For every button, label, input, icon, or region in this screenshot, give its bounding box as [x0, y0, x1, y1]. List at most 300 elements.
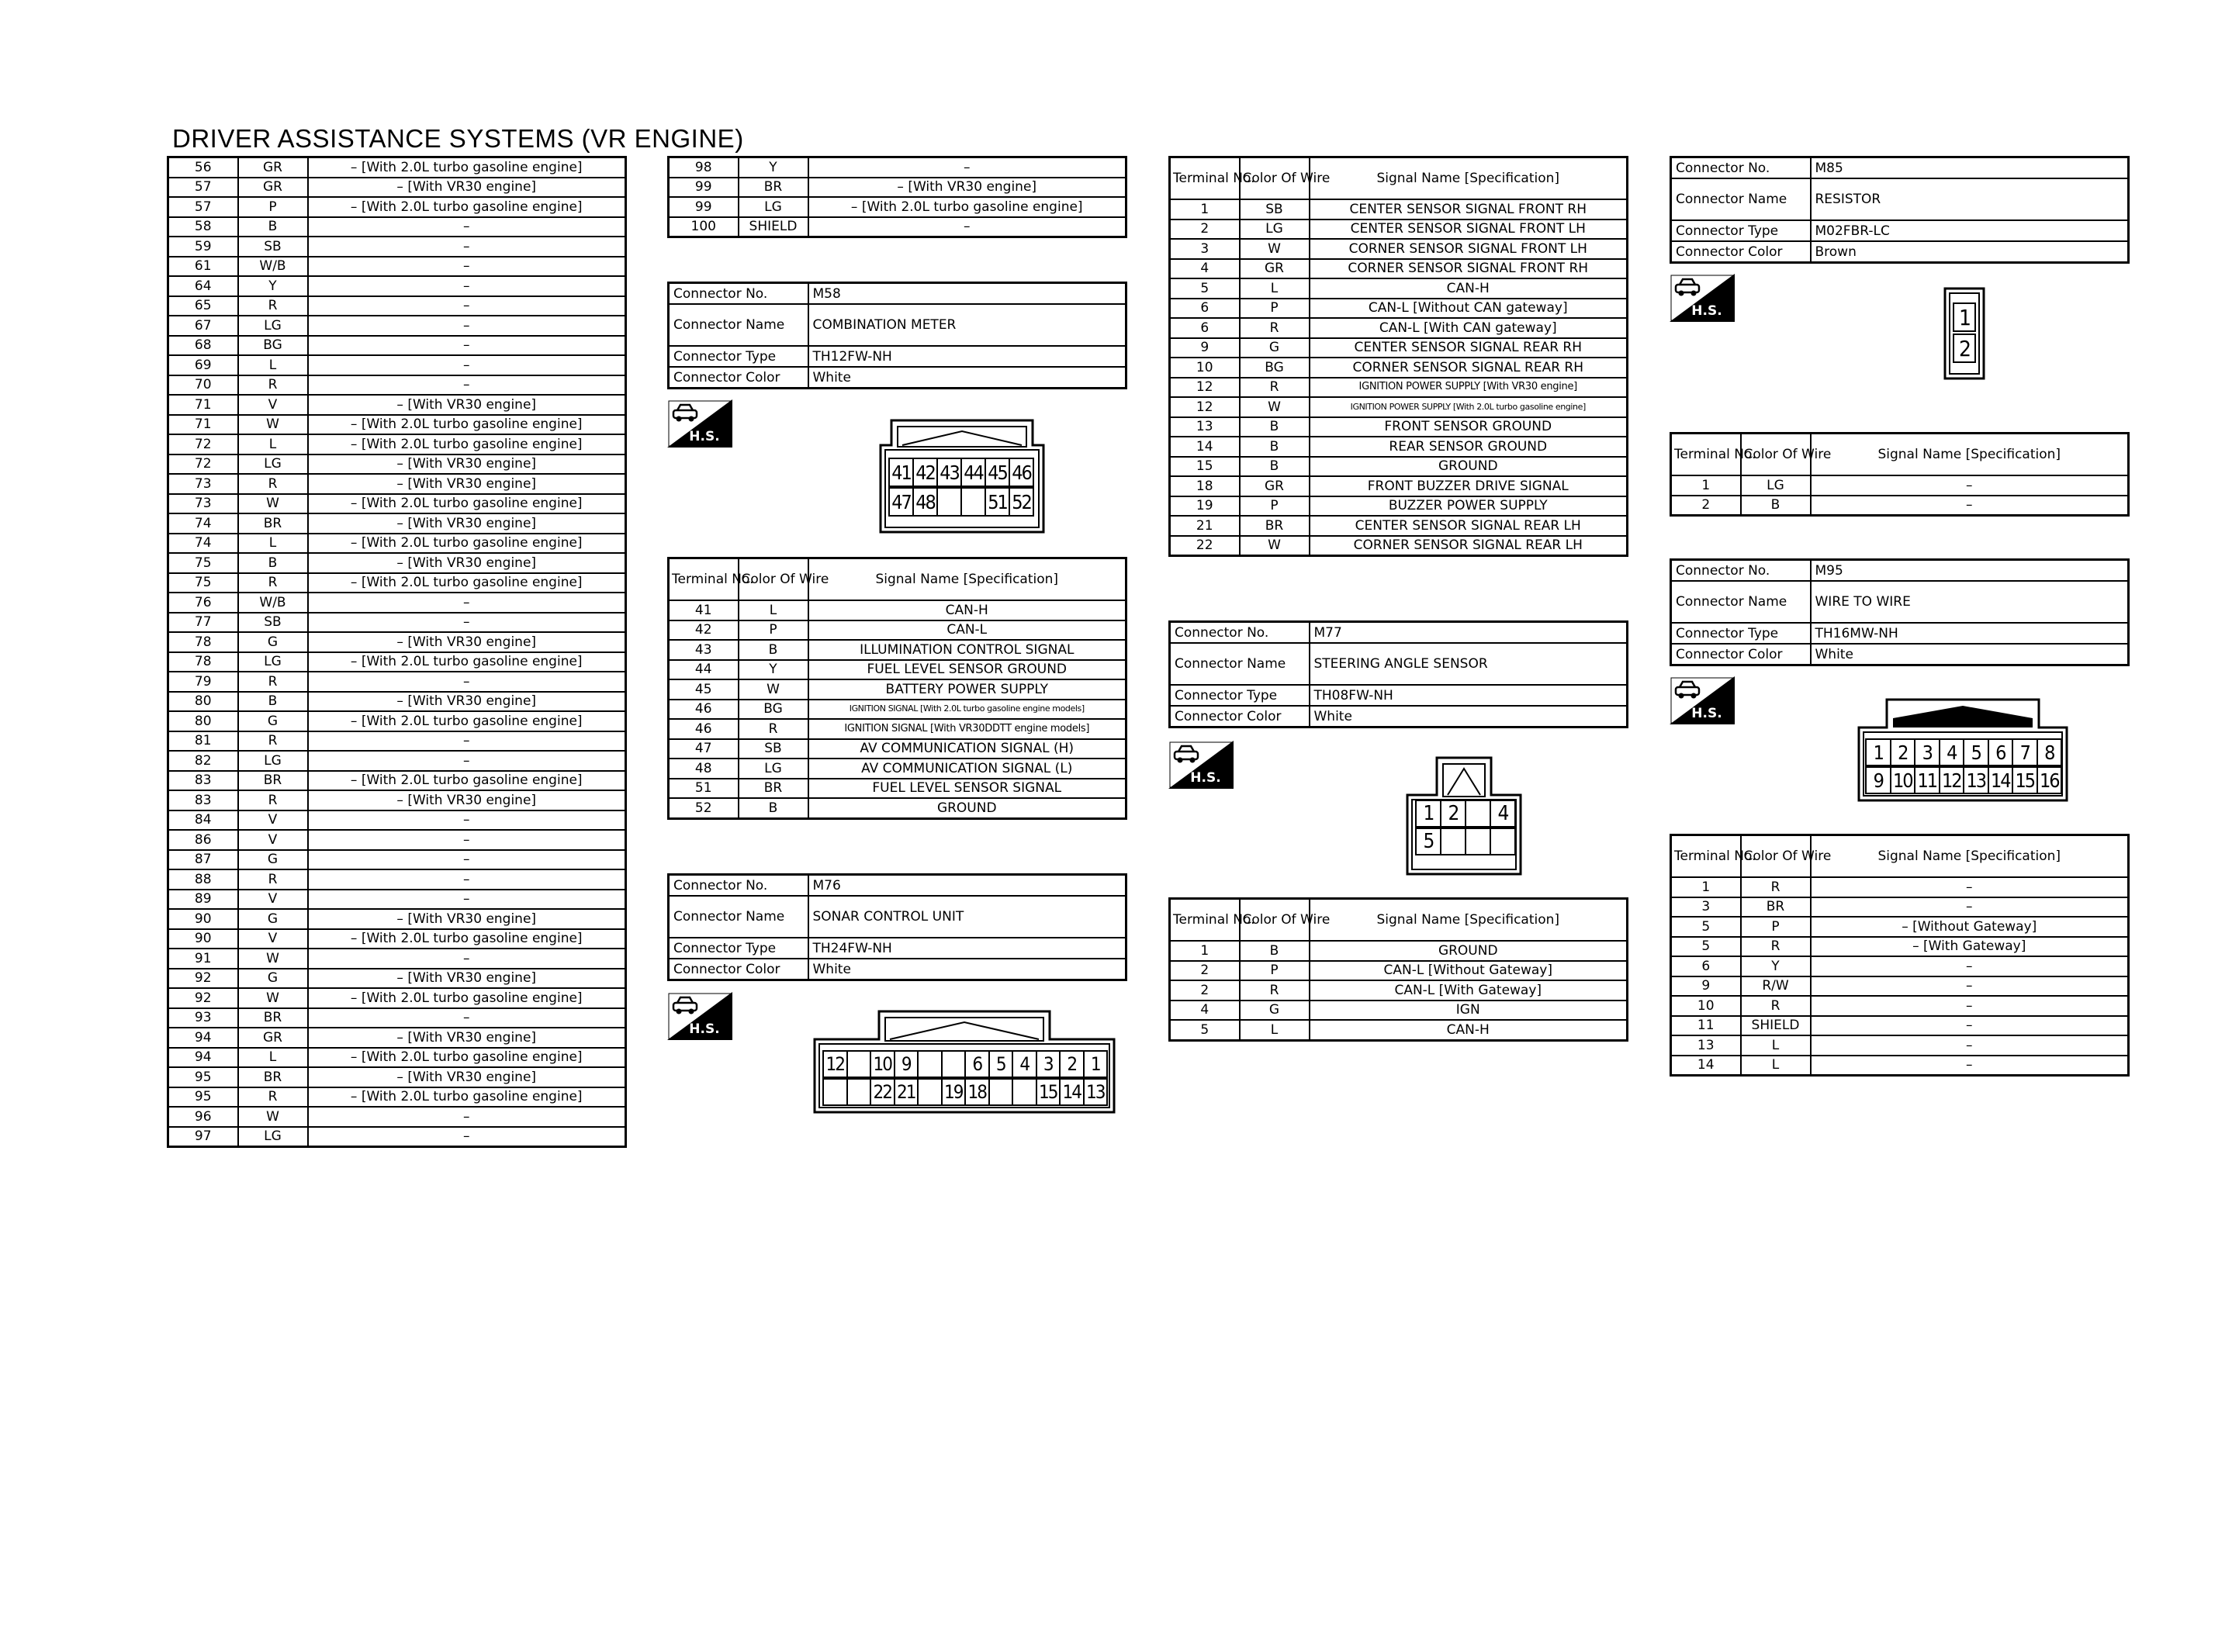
- header-color-of-wire: Color Of Wire: [1240, 899, 1310, 942]
- signal-name-cell: –: [308, 217, 626, 237]
- table-row: [168, 652, 626, 672]
- table-row: [1671, 1016, 2129, 1036]
- connector-pin: 12: [1939, 766, 1965, 794]
- connector-pin: [1465, 800, 1491, 828]
- connector-color-value: White: [1811, 644, 2129, 665]
- hs-badge-label: H.S.: [689, 429, 720, 444]
- wire-color-cell: B: [1240, 437, 1310, 457]
- signal-name-cell: CORNER SENSOR SIGNAL FRONT RH: [1310, 259, 1628, 279]
- wire-color-cell: L: [739, 600, 808, 620]
- hs-harness-side-icon: [1670, 676, 1735, 724]
- hs-harness-side-icon: [667, 399, 732, 448]
- wire-color-cell: R: [238, 474, 308, 494]
- wire-color-cell: BG: [1240, 358, 1310, 378]
- label-connector-no: Connector No.: [1671, 157, 1811, 179]
- header-terminal-no: Terminal No.: [1671, 434, 1741, 476]
- signal-name-cell: – [With 2.0L turbo gasoline engine]: [308, 1087, 626, 1108]
- connector-pin: 1: [1865, 738, 1891, 766]
- table-row: [1671, 877, 2129, 897]
- connector-color-value: Brown: [1811, 241, 2129, 263]
- signal-name-cell: –: [308, 731, 626, 752]
- table-row: [168, 830, 626, 850]
- wire-color-cell: G: [238, 909, 308, 929]
- terminal-no-cell: 6: [1170, 299, 1240, 319]
- table-row: [669, 798, 1126, 818]
- table-row: [1170, 318, 1628, 338]
- hs-badge-label: H.S.: [1190, 770, 1221, 786]
- connector-color-value: White: [808, 959, 1126, 980]
- hs-badge-label: H.S.: [1691, 706, 1722, 721]
- table-row: [168, 355, 626, 375]
- table-row: [168, 494, 626, 514]
- wire-color-cell: V: [238, 890, 308, 910]
- signal-name-cell: IGNITION POWER SUPPLY [With 2.0L turbo gasoline engine]: [1310, 397, 1628, 417]
- connector-pin: 22: [870, 1078, 895, 1106]
- terminal-no-cell: 70: [168, 375, 238, 396]
- terminal-no-cell: 94: [168, 1048, 238, 1068]
- table-row: [168, 969, 626, 989]
- connector-pin: 16: [2037, 766, 2063, 794]
- connector-pin: 14: [1059, 1078, 1085, 1106]
- terminal-no-cell: 59: [168, 237, 238, 257]
- signal-name-cell: CAN-L [With CAN gateway]: [1310, 318, 1628, 338]
- label-connector-type: Connector Type: [1671, 220, 1811, 241]
- table-row: [1170, 338, 1628, 358]
- table-row: [669, 600, 1126, 620]
- signal-name-cell: GROUND: [808, 798, 1126, 818]
- signal-name-cell: CORNER SENSOR SIGNAL FRONT LH: [1310, 239, 1628, 259]
- terminal-no-cell: 2: [1170, 219, 1240, 240]
- terminal-no-cell: 99: [669, 178, 739, 198]
- hs-harness-side-icon: [1670, 274, 1735, 322]
- table-row: [168, 276, 626, 296]
- connector-type-value: TH12FW-NH: [808, 346, 1126, 367]
- wire-color-cell: L: [238, 355, 308, 375]
- terminal-no-cell: 51: [669, 779, 739, 799]
- table-row: [669, 217, 1126, 237]
- table-row: [669, 178, 1126, 198]
- signal-name-cell: – [With VR30 engine]: [308, 474, 626, 494]
- terminal-no-cell: 43: [669, 640, 739, 660]
- wire-color-cell: B: [238, 692, 308, 712]
- connector-info-m76: [667, 873, 1127, 981]
- signal-name-cell: – [With 2.0L turbo gasoline engine]: [308, 1048, 626, 1068]
- connector-pin: 2: [1059, 1050, 1085, 1078]
- connector-pin: 12: [822, 1050, 848, 1078]
- signal-name-cell: CORNER SENSOR SIGNAL REAR RH: [1310, 358, 1628, 378]
- table-row: [669, 640, 1126, 660]
- signal-name-cell: –: [308, 949, 626, 969]
- terminal-no-cell: 79: [168, 672, 238, 692]
- terminal-no-cell: 80: [168, 711, 238, 731]
- signal-name-cell: – [With 2.0L turbo gasoline engine]: [308, 494, 626, 514]
- continued-terminal-table-2: [667, 156, 1127, 238]
- terminal-no-cell: 46: [669, 719, 739, 739]
- terminal-no-cell: 22: [1170, 536, 1240, 556]
- signal-name-cell: CAN-L [Without CAN gateway]: [1310, 299, 1628, 319]
- table-header-row: [1170, 899, 1628, 942]
- wire-color-cell: L: [238, 434, 308, 454]
- terminal-no-cell: 5: [1170, 278, 1240, 299]
- terminal-no-cell: 97: [168, 1127, 238, 1147]
- wire-color-cell: P: [238, 197, 308, 217]
- terminal-table-m95: [1670, 834, 2130, 1077]
- terminal-no-cell: 81: [168, 731, 238, 752]
- table-row: [1170, 516, 1628, 536]
- wire-color-cell: BR: [238, 513, 308, 534]
- hs-badge-graphic: [667, 992, 732, 1040]
- terminal-no-cell: 5: [1671, 917, 1741, 937]
- wire-color-cell: R: [238, 296, 308, 316]
- car-body: [673, 1003, 697, 1011]
- signal-name-cell: –: [308, 751, 626, 771]
- wire-color-cell: BR: [1741, 897, 1811, 918]
- terminal-no-cell: 93: [168, 1008, 238, 1028]
- table-row: [168, 692, 626, 712]
- terminal-no-cell: 96: [168, 1107, 238, 1127]
- wire-color-cell: P: [1741, 917, 1811, 937]
- connector-pin: [917, 1050, 943, 1078]
- table-row: [168, 197, 626, 217]
- signal-name-cell: CAN-H: [1310, 1020, 1628, 1040]
- signal-name-cell: –: [308, 276, 626, 296]
- signal-name-cell: BUZZER POWER SUPPLY: [1310, 496, 1628, 517]
- wire-color-cell: W: [238, 988, 308, 1008]
- hs-badge-graphic: [1670, 676, 1735, 724]
- signal-name-cell: –: [308, 257, 626, 277]
- car-body: [1676, 687, 1699, 695]
- signal-name-cell: – [With 2.0L turbo gasoline engine]: [308, 434, 626, 454]
- wire-color-cell: P: [739, 620, 808, 641]
- signal-name-cell: –: [308, 672, 626, 692]
- wire-color-cell: G: [1240, 338, 1310, 358]
- connector-pin: 9: [1865, 766, 1891, 794]
- table-row: [168, 1127, 626, 1147]
- terminal-no-cell: 41: [669, 600, 739, 620]
- table-row: [168, 1028, 626, 1048]
- label-connector-no: Connector No.: [1170, 622, 1310, 644]
- connector-info-m95: [1670, 558, 2130, 666]
- terminal-no-cell: 6: [1671, 956, 1741, 976]
- wire-color-cell: LG: [238, 316, 308, 336]
- connector-name-value: COMBINATION METER: [808, 304, 1126, 346]
- terminal-no-cell: 75: [168, 573, 238, 593]
- wire-color-cell: R: [238, 672, 308, 692]
- table-row: [168, 771, 626, 791]
- table-row: [168, 672, 626, 692]
- connector-pin: 15: [2012, 766, 2038, 794]
- signal-name-cell: FUEL LEVEL SENSOR SIGNAL: [808, 779, 1126, 799]
- signal-name-cell: –: [308, 830, 626, 850]
- connector-pin: 5: [988, 1050, 1014, 1078]
- terminal-no-cell: 72: [168, 434, 238, 454]
- connector-pin: 3: [1036, 1050, 1061, 1078]
- terminal-no-cell: 21: [1170, 516, 1240, 536]
- hs-badge-graphic: [667, 399, 732, 448]
- label-connector-color: Connector Color: [1170, 706, 1310, 728]
- header-terminal-no: Terminal No.: [1170, 899, 1240, 942]
- terminal-no-cell: 95: [168, 1067, 238, 1087]
- connector-pin: [917, 1078, 943, 1106]
- connector-pin: 2: [1440, 800, 1466, 828]
- wire-color-cell: R: [1741, 937, 1811, 957]
- signal-name-cell: IGNITION SIGNAL [With 2.0L turbo gasoline engine models]: [808, 700, 1126, 720]
- car-wheel: [689, 416, 694, 422]
- header-signal-name: Signal Name [Specification]: [1811, 434, 2129, 476]
- connector-pin: 6: [1988, 738, 2014, 766]
- signal-name-cell: –: [808, 157, 1126, 178]
- car-wheel: [1679, 291, 1684, 296]
- terminal-no-cell: 6: [1170, 318, 1240, 338]
- signal-name-cell: ILLUMINATION CONTROL SIGNAL: [808, 640, 1126, 660]
- terminal-table-m58: [667, 557, 1127, 820]
- terminal-no-cell: 80: [168, 692, 238, 712]
- signal-name-cell: – [With VR30 engine]: [308, 178, 626, 198]
- terminal-no-cell: 3: [1170, 239, 1240, 259]
- terminal-no-cell: 14: [1170, 437, 1240, 457]
- wire-color-cell: LG: [238, 454, 308, 475]
- terminal-table-m77: [1168, 897, 1628, 1042]
- table-row: [168, 850, 626, 870]
- table-row: [168, 1087, 626, 1108]
- connector-pin: 2: [1953, 334, 1976, 363]
- terminal-no-cell: 71: [168, 395, 238, 415]
- signal-name-cell: – [With 2.0L turbo gasoline engine]: [308, 652, 626, 672]
- signal-name-cell: – [Without Gateway]: [1811, 917, 2129, 937]
- table-row: [1170, 417, 1628, 437]
- signal-name-cell: CENTER SENSOR SIGNAL FRONT LH: [1310, 219, 1628, 240]
- connector-type-value: TH24FW-NH: [808, 938, 1126, 959]
- signal-name-cell: – [With 2.0L turbo gasoline engine]: [308, 534, 626, 554]
- terminal-no-cell: 1: [1671, 475, 1741, 496]
- wire-color-cell: Y: [739, 660, 808, 680]
- terminal-no-cell: 52: [669, 798, 739, 818]
- table-row: [168, 395, 626, 415]
- table-row: [168, 336, 626, 356]
- hs-harness-side-icon: [1168, 741, 1234, 789]
- table-row: [1170, 437, 1628, 457]
- wire-color-cell: SHIELD: [739, 217, 808, 237]
- connector-pin: [846, 1078, 872, 1106]
- connector-pin: 19: [941, 1078, 967, 1106]
- wire-color-cell: L: [1240, 278, 1310, 299]
- signal-name-cell: –: [1811, 877, 2129, 897]
- header-signal-name: Signal Name [Specification]: [808, 558, 1126, 601]
- terminal-no-cell: 56: [168, 157, 238, 178]
- terminal-no-cell: 14: [1671, 1056, 1741, 1076]
- wire-color-cell: SB: [739, 739, 808, 759]
- signal-name-cell: –: [308, 316, 626, 336]
- terminal-no-cell: 100: [669, 217, 739, 237]
- hs-badge-graphic: [1670, 274, 1735, 322]
- connector-info-m85: [1670, 156, 2130, 264]
- table-row: [168, 593, 626, 613]
- wire-color-cell: V: [238, 830, 308, 850]
- terminal-no-cell: 69: [168, 355, 238, 375]
- connector-name-value: STEERING ANGLE SENSOR: [1310, 643, 1628, 685]
- terminal-no-cell: 87: [168, 850, 238, 870]
- hs-car-icon: [1676, 279, 1699, 296]
- wire-color-cell: LG: [238, 1127, 308, 1147]
- connector-pin: [1490, 828, 1516, 855]
- table-row: [669, 157, 1126, 178]
- signal-name-cell: – [With 2.0L turbo gasoline engine]: [308, 573, 626, 593]
- wire-color-cell: BR: [238, 1008, 308, 1028]
- label-connector-no: Connector No.: [1671, 560, 1811, 582]
- connector-pin: 8: [2037, 738, 2063, 766]
- connector-pin: 10: [870, 1050, 895, 1078]
- wire-color-cell: GR: [1240, 476, 1310, 496]
- terminal-no-cell: 92: [168, 969, 238, 989]
- terminal-no-cell: 18: [1170, 476, 1240, 496]
- connector-pin: 52: [1009, 487, 1034, 517]
- connector-pin: 5: [1963, 738, 1989, 766]
- connector-no-value: M85: [1811, 157, 2129, 179]
- signal-name-cell: –: [1811, 996, 2129, 1016]
- signal-name-cell: CAN-H: [808, 600, 1126, 620]
- terminal-no-cell: 73: [168, 494, 238, 514]
- table-row: [168, 474, 626, 494]
- header-color-of-wire: Color Of Wire: [1240, 157, 1310, 200]
- wire-color-cell: W: [1240, 239, 1310, 259]
- wire-color-cell: B: [1741, 496, 1811, 516]
- table-row: [168, 553, 626, 573]
- header-terminal-no: Terminal No.: [669, 558, 739, 601]
- terminal-no-cell: 83: [168, 771, 238, 791]
- wire-color-cell: P: [1240, 961, 1310, 981]
- table-row: [669, 197, 1126, 217]
- car-wheel: [1691, 291, 1697, 296]
- terminal-no-cell: 1: [1170, 199, 1240, 219]
- connector-pin: 48: [912, 487, 938, 517]
- terminal-no-cell: 47: [669, 739, 739, 759]
- terminal-no-cell: 46: [669, 700, 739, 720]
- signal-name-cell: BATTERY POWER SUPPLY: [808, 679, 1126, 700]
- table-row: [1170, 941, 1628, 961]
- terminal-no-cell: 82: [168, 751, 238, 771]
- wire-color-cell: W/B: [238, 593, 308, 613]
- table-row: [168, 988, 626, 1008]
- terminal-no-cell: 75: [168, 553, 238, 573]
- hs-car-icon: [1676, 682, 1699, 699]
- signal-name-cell: CAN-H: [1310, 278, 1628, 299]
- terminal-no-cell: 13: [1170, 417, 1240, 437]
- signal-name-cell: AV COMMUNICATION SIGNAL (L): [808, 759, 1126, 779]
- table-row: [669, 779, 1126, 799]
- signal-name-cell: IGNITION POWER SUPPLY [With VR30 engine]: [1310, 378, 1628, 398]
- hs-badge-label: H.S.: [1691, 303, 1722, 319]
- wire-color-cell: V: [238, 810, 308, 831]
- wire-color-cell: SB: [1240, 199, 1310, 219]
- connector-pin: 13: [1963, 766, 1989, 794]
- connector-name-value: SONAR CONTROL UNIT: [808, 896, 1126, 938]
- table-row: [1170, 1020, 1628, 1040]
- terminal-no-cell: 2: [1170, 961, 1240, 981]
- table-row: [168, 890, 626, 910]
- terminal-no-cell: 77: [168, 613, 238, 633]
- wire-color-cell: W: [739, 679, 808, 700]
- table-row: [168, 296, 626, 316]
- terminal-no-cell: 42: [669, 620, 739, 641]
- connector-pin: 44: [960, 458, 986, 487]
- connector-pin: 7: [2012, 738, 2038, 766]
- terminal-no-cell: 76: [168, 593, 238, 613]
- table-row: [168, 810, 626, 831]
- wire-color-cell: W: [238, 1107, 308, 1127]
- signal-name-cell: CENTER SENSOR SIGNAL REAR LH: [1310, 516, 1628, 536]
- signal-name-cell: – [With VR30 engine]: [308, 454, 626, 475]
- wire-color-cell: R: [1240, 980, 1310, 1001]
- terminal-no-cell: 74: [168, 534, 238, 554]
- terminal-no-cell: 90: [168, 929, 238, 949]
- label-connector-no: Connector No.: [669, 875, 808, 897]
- label-connector-color: Connector Color: [1671, 644, 1811, 665]
- table-row: [669, 620, 1126, 641]
- terminal-no-cell: 57: [168, 197, 238, 217]
- signal-name-cell: – [With VR30 engine]: [808, 178, 1126, 198]
- terminal-no-cell: 12: [1170, 378, 1240, 398]
- terminal-no-cell: 9: [1671, 976, 1741, 997]
- signal-name-cell: GROUND: [1310, 457, 1628, 477]
- signal-name-cell: – [With VR30 engine]: [308, 969, 626, 989]
- wire-color-cell: Y: [238, 276, 308, 296]
- terminal-no-cell: 57: [168, 178, 238, 198]
- signal-name-cell: –: [308, 869, 626, 890]
- connector-pin: 4: [1939, 738, 1965, 766]
- signal-name-cell: – [With VR30 engine]: [308, 395, 626, 415]
- terminal-no-cell: 44: [669, 660, 739, 680]
- wire-color-cell: R: [1240, 378, 1310, 398]
- terminal-no-cell: 15: [1170, 457, 1240, 477]
- signal-name-cell: –: [308, 296, 626, 316]
- wire-color-cell: L: [1741, 1035, 1811, 1056]
- wire-color-cell: R: [238, 731, 308, 752]
- terminal-no-cell: 71: [168, 415, 238, 435]
- signal-name-cell: – [With 2.0L turbo gasoline engine]: [808, 197, 1126, 217]
- terminal-no-cell: 83: [168, 790, 238, 810]
- wire-color-cell: LG: [739, 759, 808, 779]
- connector-pin: [936, 487, 962, 517]
- table-row: [1170, 476, 1628, 496]
- wire-color-cell: R/W: [1741, 976, 1811, 997]
- header-color-of-wire: Color Of Wire: [1741, 835, 1811, 878]
- signal-name-cell: –: [308, 355, 626, 375]
- hs-car-icon: [1175, 746, 1198, 763]
- table-row: [1671, 976, 2129, 997]
- connector-type-value: TH16MW-NH: [1811, 623, 2129, 644]
- terminal-no-cell: 4: [1170, 1001, 1240, 1021]
- car-wheel: [1679, 693, 1684, 699]
- header-signal-name: Signal Name [Specification]: [1811, 835, 2129, 878]
- connector-no-value: M77: [1310, 622, 1628, 644]
- connector-pin: 43: [936, 458, 962, 487]
- car-body: [1175, 752, 1198, 759]
- signal-name-cell: – [With 2.0L turbo gasoline engine]: [308, 157, 626, 178]
- signal-name-cell: IGNITION SIGNAL [With VR30DDTT engine models]: [808, 719, 1126, 739]
- connector-color-value: White: [1310, 706, 1628, 728]
- terminal-no-cell: 12: [1170, 397, 1240, 417]
- terminal-no-cell: 3: [1671, 897, 1741, 918]
- table-header-row: [1170, 157, 1628, 200]
- table-row: [1671, 1056, 2129, 1076]
- connector-pin: 45: [985, 458, 1010, 487]
- table-row: [168, 790, 626, 810]
- hs-badge-label: H.S.: [689, 1021, 720, 1037]
- label-connector-color: Connector Color: [1671, 241, 1811, 263]
- wire-color-cell: B: [739, 798, 808, 818]
- signal-name-cell: –: [1811, 1035, 2129, 1056]
- connector-pin: 14: [1988, 766, 2014, 794]
